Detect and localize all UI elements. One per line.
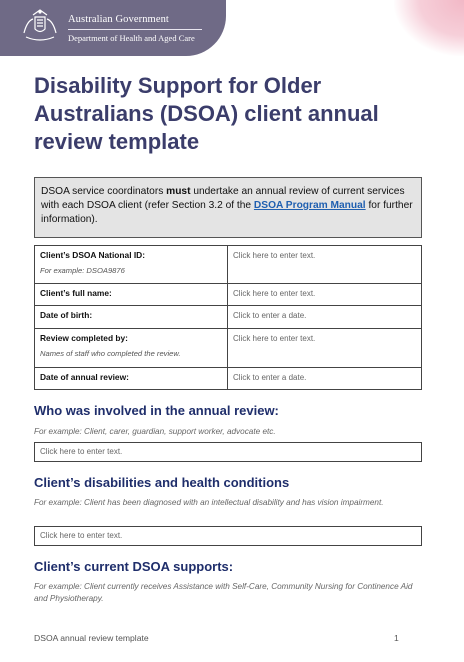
footer-document-name: DSOA annual review template: [34, 633, 149, 643]
field-label: Client’s full name:: [40, 288, 112, 298]
date-of-birth-field[interactable]: [228, 306, 422, 329]
government-name: Australian Government: [68, 14, 169, 25]
table-row: [35, 284, 422, 306]
commonwealth-crest-icon: [20, 7, 60, 43]
department-name: Department of Health and Aged Care: [68, 33, 195, 43]
field-placeholder: Click here to enter text.: [233, 251, 316, 260]
intro-text-3: for further information).: [41, 200, 413, 225]
section-example-involved: For example: Client, carer, guardian, support worker, advocate etc.: [34, 427, 276, 436]
field-label: Date of birth:: [40, 310, 93, 320]
table-label-cell: [35, 284, 228, 306]
disabilities-text-field[interactable]: [34, 526, 422, 546]
table-row: [35, 306, 422, 329]
table-label-cell: [35, 329, 228, 368]
intro-notice: [34, 177, 422, 238]
decorative-swoosh: [394, 0, 464, 56]
field-placeholder: Click here to enter text.: [233, 334, 316, 343]
table-row: [35, 368, 422, 390]
program-manual-link[interactable]: DSOA Program Manual: [253, 200, 366, 211]
footer-page-number: 1: [394, 633, 399, 643]
field-label: Review completed by:: [40, 333, 128, 343]
involved-text-field[interactable]: [34, 442, 422, 462]
field-example: Names of staff who completed the review.: [40, 349, 181, 358]
table-label-cell: [35, 306, 228, 329]
intro-text-2: undertake an annual review of current services with each DSOA client (refer Section 3.2 of the: [41, 186, 405, 211]
section-example-disabilities: For example: Client has been diagnosed with an intellectual disability and has vision impairment.: [34, 498, 384, 507]
table-row: [35, 329, 422, 368]
intro-emphasis: must: [166, 186, 191, 197]
field-placeholder: Click here to enter text.: [40, 447, 123, 456]
field-placeholder: Click to enter a date.: [233, 373, 307, 382]
review-completed-by-field[interactable]: [228, 329, 422, 368]
section-heading-supports: Client’s current DSOA supports:: [34, 559, 234, 574]
table-row: [35, 246, 422, 284]
field-placeholder: Click here to enter text.: [233, 289, 316, 298]
review-date-field[interactable]: [228, 368, 422, 390]
table-label-cell: [35, 246, 228, 284]
table-label-cell: [35, 368, 228, 390]
section-example-supports: For example: Client currently receives Assistance with Self-Care, Community Nursing for Continence Aid and Physiotherapy.: [34, 582, 413, 603]
field-label: Date of annual review:: [40, 372, 129, 382]
field-example: For example: DSOA9876: [40, 266, 125, 275]
field-placeholder: Click here to enter text.: [40, 531, 123, 540]
page-title: Disability Support for Older Australians (DSOA) client annual review template: [34, 73, 379, 154]
header-divider: [68, 29, 202, 30]
client-details-table: [34, 245, 422, 390]
section-heading-disabilities: Client’s disabilities and health conditions: [34, 475, 290, 490]
national-id-field[interactable]: [228, 246, 422, 284]
field-label: Client’s DSOA National ID:: [40, 250, 146, 260]
full-name-field[interactable]: [228, 284, 422, 306]
intro-text-1: DSOA service coordinators: [41, 186, 167, 197]
section-heading-involved: Who was involved in the annual review:: [34, 403, 279, 418]
field-placeholder: Click to enter a date.: [233, 311, 307, 320]
